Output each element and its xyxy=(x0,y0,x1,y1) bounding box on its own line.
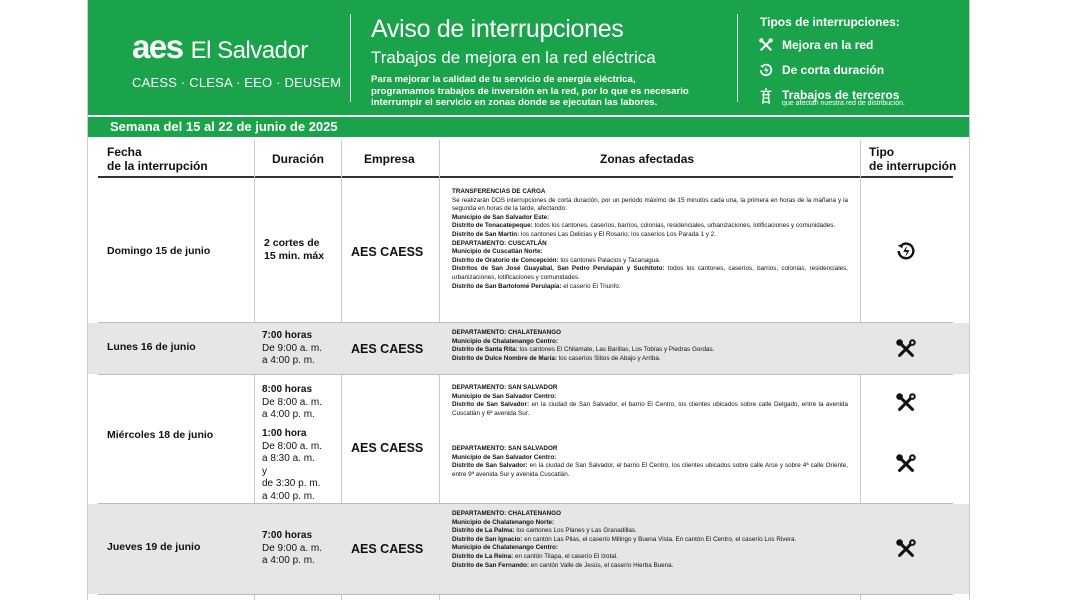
zone-line-text: en la ciudad de San Salvador, el barrio El Centro, los clientes ubicados sobre calle Arce y sobre 4ª calle Oriente, entre 9ª avenida Sur y avenida Cuscatlán. xyxy=(452,462,848,478)
table-row xyxy=(88,178,970,322)
zone-line-lead: Municipio de Chalatenango Centro: xyxy=(452,337,558,345)
zone-line-lead: DEPARTAMENTO: CHALATENANGO xyxy=(452,329,562,336)
tower-icon xyxy=(758,87,774,103)
companies-list: CAESS · CLESA · EEO · DEUSEM xyxy=(132,75,342,90)
zone-line-lead: Distrito de Tonacatepeque: xyxy=(452,222,533,230)
type-legend-improvement xyxy=(758,37,873,53)
zone-line-lead: Municipio de San Salvador Centro: xyxy=(452,392,557,400)
row-date: Domingo 15 de junio xyxy=(107,245,211,257)
zone-line-lead: Municipio de Cuscatlán Norte: xyxy=(452,248,543,256)
duration-line: y xyxy=(262,465,267,477)
row-zones xyxy=(452,329,848,363)
zone-line-text: todos los cantones, caseríos, barrios, colonias, residenciales, urbanizaciones, lotificaciones y comunidades. xyxy=(532,222,836,230)
zone-line xyxy=(452,544,848,553)
type-label: Mejora en la red xyxy=(782,38,874,52)
tools-icon xyxy=(895,392,917,414)
zone-line-text: en cantón Las Pilas, el caserío Milingo y Buena Vista. En cantón El Centro, el caserío Los Rivera. xyxy=(522,535,797,543)
duration-line: de 3:30 p. m. xyxy=(262,478,321,489)
tools-icon xyxy=(758,37,774,53)
zone-line xyxy=(452,329,848,338)
zone-line xyxy=(452,527,848,536)
logo-country: El Salvador xyxy=(190,37,308,64)
zone-line xyxy=(452,445,848,454)
header-banner xyxy=(88,0,970,115)
duration-from: De 8:00 a. m. xyxy=(262,396,323,408)
zone-line xyxy=(452,384,848,393)
col-header-type-l2: de interrupción xyxy=(869,159,957,173)
zone-line-lead: Municipio de San Salvador Centro: xyxy=(452,453,557,461)
header-divider xyxy=(350,14,351,102)
zone-line xyxy=(452,240,848,249)
col-header-date xyxy=(107,140,208,178)
row-zones-a xyxy=(452,384,848,418)
intro-text: Para mejorar la calidad de tu servicio de energía eléctrica, programamos trabajos de inversión en la red, por lo que es necesario interrumpir el servicio en zonas donde se ejecutan las labores. xyxy=(371,74,689,108)
page-title: Aviso de interrupciones xyxy=(371,15,624,43)
zone-line-lead: DEPARTAMENTO: SAN SALVADOR xyxy=(452,384,558,391)
zone-line-text: los cantones Las Delicias y El Rosario; los caseríos Los Parada 1 y 2. xyxy=(519,230,716,238)
zone-line xyxy=(452,454,848,463)
table-row xyxy=(88,375,970,503)
zone-line-lead: TRANSFERENCIAS DE CARGA xyxy=(452,188,546,195)
row-duration-b xyxy=(262,428,322,503)
zone-line xyxy=(452,553,848,562)
zone-line-lead: Distrito de San Salvador: xyxy=(452,462,528,470)
zone-line-lead: Distrito de Santa Rita: xyxy=(452,346,518,354)
zone-line-text: los caseríos Sitios de Abajo y Arriba. xyxy=(556,354,661,362)
tools-icon xyxy=(895,338,917,360)
zone-line-lead: DEPARTAMENTO: CUSCATLÁN xyxy=(452,239,547,247)
duration-to: a 4:00 p. m. xyxy=(262,409,315,420)
zone-line xyxy=(452,355,848,364)
zone-line xyxy=(452,231,848,240)
row-date: Jueves 19 de junio xyxy=(107,541,201,553)
duration-to: a 4:00 p. m. xyxy=(262,355,315,366)
col-header-duration: Duración xyxy=(272,152,325,166)
tools-icon xyxy=(895,453,917,475)
col-header-type xyxy=(869,140,956,178)
type-legend-short xyxy=(758,62,884,78)
zone-line xyxy=(452,346,848,355)
zone-line-lead: Municipio de Chalatenango Centro: xyxy=(452,544,558,552)
row-duration xyxy=(262,330,322,368)
zone-line xyxy=(452,519,848,528)
row-duration xyxy=(264,237,324,263)
short-duration-icon xyxy=(758,62,774,78)
zone-line-text: en la ciudad de San Salvador, el barrio El Centro, los clientes ubicados sobre calle Delgado, entre la avenida Cuscatlán y 6ª avenida Sur. xyxy=(452,401,848,417)
zone-line xyxy=(452,222,848,231)
duration-line: a 4:00 p. m. xyxy=(262,490,315,502)
zone-line xyxy=(452,401,848,418)
row-zones-b xyxy=(452,445,848,479)
zone-line-text: en cantón Valle de Jesús, el caserío Hierba Buena. xyxy=(528,561,674,569)
zone-line-lead: DEPARTAMENTO: SAN SALVADOR xyxy=(452,445,558,452)
type-sublabel: que afectan nuestra red de distribución. xyxy=(782,100,905,107)
duration-hours: 7:00 horas xyxy=(262,530,313,541)
duration-line: a 8:30 a. m. xyxy=(262,453,315,464)
zone-line-lead: Distrito de Dulce Nombre de María: xyxy=(452,354,557,362)
zone-line-lead: Distrito de La Reina: xyxy=(452,552,514,560)
zone-line-text: Se realizarán DOS interrupciones de corta duración, por un periodo máximo de 15 minutos cada una, la primera en horas de la mañana y la segunda en horas de la tarde, afectando: xyxy=(452,196,848,213)
zone-line xyxy=(452,562,848,571)
row-company: AES CAESS xyxy=(351,441,424,455)
page-subtitle: Trabajos de mejora en la red eléctrica xyxy=(371,48,656,67)
aes-logo xyxy=(132,30,308,65)
zone-line-text: en cantón Tilapa, el caserío El Izotal. xyxy=(513,552,618,560)
zone-line-lead: Distrito de San Fernando: xyxy=(452,561,529,569)
zone-line xyxy=(452,257,848,266)
zone-line-text: los cantones Los Planes y Las Granadillas. xyxy=(514,527,637,535)
duration-line: 15 min. máx xyxy=(264,250,325,262)
row-company: AES CAESS xyxy=(351,342,424,356)
row-date: Lunes 16 de junio xyxy=(107,341,196,353)
zone-line xyxy=(452,283,848,292)
zone-line-lead: Distrito de San Martín: xyxy=(452,230,520,238)
zone-line xyxy=(452,462,848,479)
type-label: Trabajos de terceros xyxy=(782,88,900,102)
row-zones xyxy=(452,510,848,570)
zone-line xyxy=(452,536,848,545)
zone-line-lead: Distritos de San José Guayabal, San Pedro Perulapán y Suchitoto: xyxy=(452,265,665,273)
zone-line xyxy=(452,248,848,257)
zone-line xyxy=(452,188,848,197)
zone-line-lead: Distrito de La Palma: xyxy=(452,527,515,535)
table-row xyxy=(88,323,970,374)
week-banner: Semana del 15 al 22 de junio de 2025 xyxy=(88,117,970,137)
zone-line xyxy=(452,338,848,347)
duration-from: De 9:00 a. m. xyxy=(262,542,323,554)
row-date: Miércoles 18 de junio xyxy=(107,429,214,441)
table-row xyxy=(88,504,970,594)
zone-line-lead: Distrito de Oratorio de Concepción: xyxy=(452,256,559,264)
zone-line-text: los cantones Palacios y Tacanagua. xyxy=(558,256,661,264)
zone-line-text: los cantones El Chilamate, Las Barillas, Los Tobías y Piedras Gordas. xyxy=(517,346,715,354)
col-header-company: Empresa xyxy=(364,152,415,166)
col-header-type-l1: Tipo xyxy=(869,145,895,159)
zone-line-text: todos los cantones, caseríos, barrios, colonias, residenciales, urbanizaciones, lotificaciones y comunidades. xyxy=(452,265,848,281)
duration-hours: 8:00 horas xyxy=(262,384,313,395)
zone-line-lead: Distrito de San Salvador: xyxy=(452,401,530,409)
zone-line xyxy=(452,265,848,282)
duration-hours: 1:00 hora xyxy=(262,428,307,439)
row-company: AES CAESS xyxy=(351,245,424,259)
zone-line xyxy=(452,393,848,402)
col-header-date-l2: de la interrupción xyxy=(107,159,208,173)
zone-line-lead: DEPARTAMENTO: CHALATENANGO xyxy=(452,510,562,517)
zone-line xyxy=(452,197,848,214)
duration-to: a 4:00 p. m. xyxy=(262,555,315,566)
row-separator xyxy=(98,594,953,595)
tools-icon xyxy=(895,538,917,560)
zone-line-lead: Distrito de San Bartolomé Perulapía: xyxy=(452,282,562,290)
duration-from: De 9:00 a. m. xyxy=(262,342,323,354)
zone-line xyxy=(452,510,848,519)
zone-line xyxy=(452,214,848,223)
header-divider xyxy=(737,14,738,102)
notice-document xyxy=(87,0,970,600)
logo-mark: aes xyxy=(132,28,183,65)
col-header-date-l1: Fecha xyxy=(107,145,142,159)
zone-line-lead: Municipio de San Salvador Este: xyxy=(452,213,550,221)
duration-line: De 8:00 a. m. xyxy=(262,440,323,452)
col-header-zones: Zonas afectadas xyxy=(600,152,695,166)
duration-line: 2 cortes de xyxy=(264,237,320,249)
short-duration-icon xyxy=(895,240,917,262)
row-company: AES CAESS xyxy=(351,542,424,556)
row-zones xyxy=(452,188,848,291)
row-duration xyxy=(262,530,322,568)
zone-line-lead: Distrito de San Ignacio: xyxy=(452,535,523,543)
zone-line-lead: Municipio de Chalatenango Norte: xyxy=(452,518,555,526)
row-duration-a xyxy=(262,384,322,422)
duration-hours: 7:00 horas xyxy=(262,330,313,341)
types-title: Tipos de interrupciones: xyxy=(760,15,900,29)
type-label: De corta duración xyxy=(782,63,885,77)
zone-line-text: el caserío El Triunfo. xyxy=(561,282,621,290)
